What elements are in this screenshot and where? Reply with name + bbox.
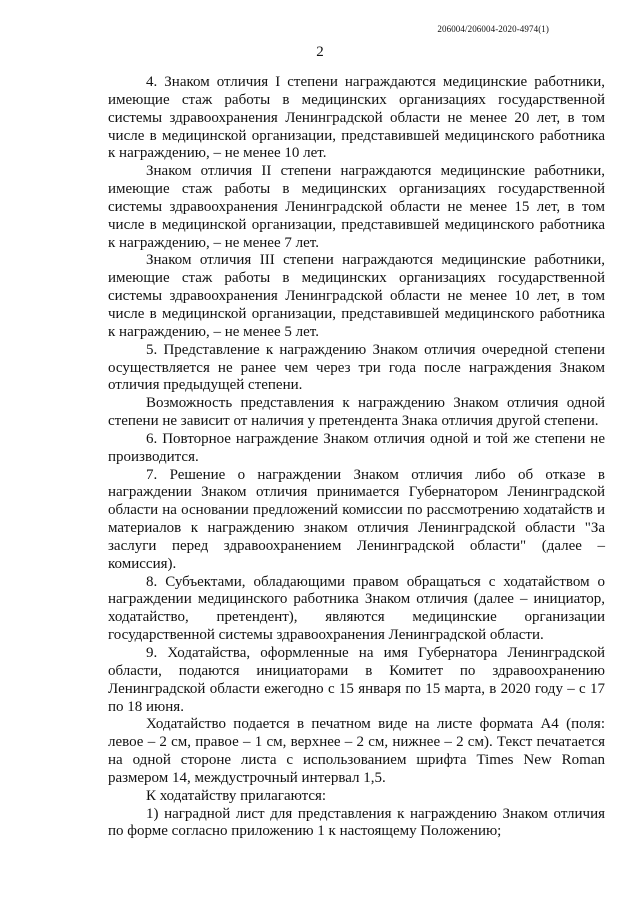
paragraph-5: 5. Представление к награждению Знаком отличия очередной степени осуществляется не ранее чем через три года после награждения Знаком отличия предыдущей степени. — [108, 341, 605, 394]
paragraph-4-degree-1: 4. Знаком отличия I степени награждаются медицинские работники, имеющие стаж работы в медицинских организациях государственной системы здравоохранения Ленинградской области не менее 20 лет, в том числе в медицинской организации, представившей медицинского работника к награждению, – не менее 10 лет. — [108, 74, 605, 162]
paragraph-6: 6. Повторное награждение Знаком отличия одной и той же степени не производится. — [108, 430, 605, 465]
paragraph-8: 8. Субъектами, обладающими правом обращаться с ходатайством о награждении медицинского работника Знаком отличия (далее – инициатор, ходатайство, претендент), являются медицинские организации государственной системы здравоохранения Ленинградской области. — [108, 573, 605, 644]
paragraph-7: 7. Решение о награждении Знаком отличия либо об отказе в награждении Знаком отличия принимается Губернатором Ленинградской области на основании предложений комиссии по рассмотрению ходатайств и материалов к награждению знаком отличия Ленинградской области "За заслуги перед здравоохранением Ленинградской области" (далее – комиссия). — [108, 466, 605, 572]
paragraph-attachments-intro: К ходатайству прилагаются: — [146, 787, 327, 804]
paragraph-format: Ходатайство подается в печатном виде на листе формата А4 (поля: левое – 2 см, правое – 1 см, верхнее – 2 см, нижнее – 2 см). Текст печатается на одной стороне листа с использованием шрифта Times New Roman размером 14, междустрочный интервал 1,5. — [108, 716, 605, 786]
paragraph-attachment-1: 1) наградной лист для представления к награждению Знаком отличия по форме согласно приложению 1 к настоящему Положению; — [108, 805, 605, 840]
paragraph-9: 9. Ходатайства, оформленные на имя Губернатора Ленинградской области, подаются инициаторами в Комитет по здравоохранению Ленинградской области ежегодно с 15 января по 15 марта, в 2020 году – с 17 по 18 июня. — [108, 645, 605, 715]
document-body — [108, 74, 605, 841]
document-id: 206004/206004-2020-4974(1) — [437, 24, 549, 34]
paragraph-degree-2: Знаком отличия II степени награждаются медицинские работники, имеющие стаж работы в медицинских организациях государственной системы здравоохранения Ленинградской области не менее 15 лет, в том числе в медицинской организации, представившей медицинского работника к награждению, – не менее 7 лет. — [108, 163, 605, 251]
paragraph-degree-3: Знаком отличия III степени награждаются медицинские работники, имеющие стаж работы в медицинских организациях государственной системы здравоохранения Ленинградской области не менее 10 лет, в том числе в медицинской организации, представившей медицинского работника к награждению, – не менее 5 лет. — [108, 252, 605, 340]
page-number: 2 — [316, 44, 324, 60]
paragraph-possibility: Возможность представления к награждению Знаком отличия одной степени не зависит от наличия у претендента Знака отличия другой степени. — [108, 395, 605, 430]
